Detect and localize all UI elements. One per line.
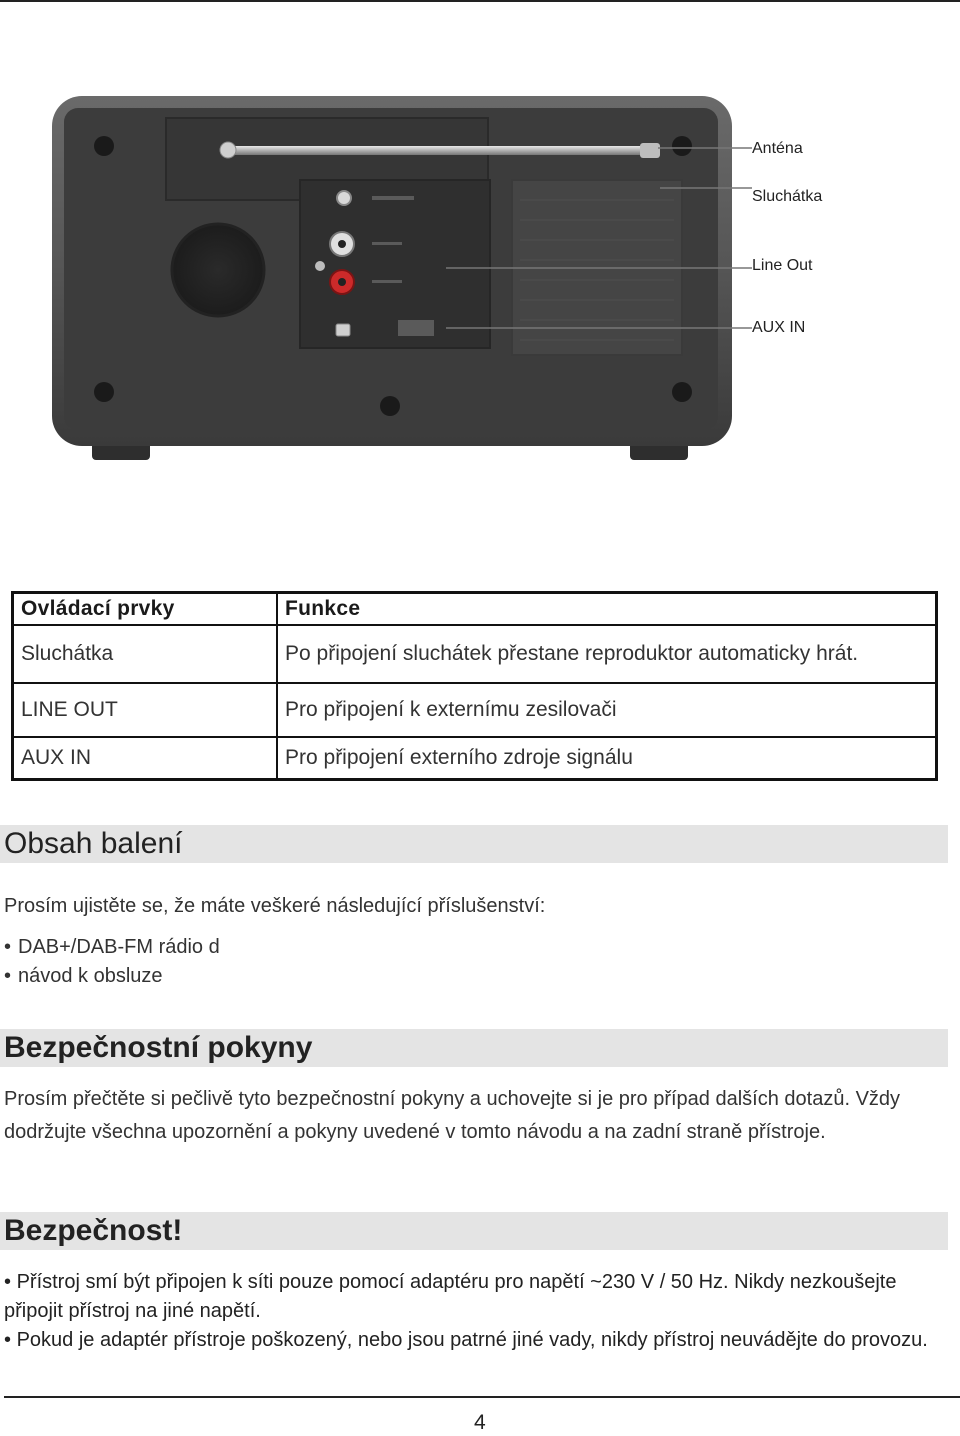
callout-antenna: Anténa xyxy=(752,140,803,157)
ground-jack xyxy=(315,261,325,271)
table-header-controls: Ovládací prvky xyxy=(13,593,278,626)
bullet-icon: • xyxy=(4,965,12,987)
bullet-icon: • xyxy=(4,1329,17,1351)
package-section-header xyxy=(0,825,948,863)
table-row xyxy=(13,683,937,737)
callout-headphones: Sluchátka xyxy=(752,188,823,205)
antenna-end xyxy=(640,143,660,158)
table-cell-function: Po připojení sluchátek přestane reproduktor automaticky hrát. xyxy=(277,625,937,683)
safety-items-list xyxy=(4,1268,948,1355)
bullet-icon: • xyxy=(4,936,12,958)
safety-section-header xyxy=(0,1212,948,1250)
connector-panel xyxy=(300,180,490,348)
table-cell-function: Pro připojení k externímu zesilovači xyxy=(277,683,937,737)
screw xyxy=(672,136,692,156)
device-rear-view-figure xyxy=(0,80,960,480)
table-row xyxy=(13,625,937,683)
safety-instructions-title: Bezpečnostní pokyny xyxy=(4,1031,313,1064)
list-item: • DAB+/DAB-FM rádio d xyxy=(4,933,220,962)
antenna-tip xyxy=(220,142,236,158)
callout-line-out: Line Out xyxy=(752,257,813,274)
radio-back-panel-illustration xyxy=(0,80,960,480)
safety-instructions-section-header xyxy=(0,1029,948,1067)
aux-in-jack xyxy=(336,324,350,336)
screw xyxy=(672,382,692,402)
table-cell-control: Sluchátka xyxy=(13,625,278,683)
controls-table xyxy=(11,591,938,781)
screw xyxy=(94,382,114,402)
safety-title: Bezpečnost! xyxy=(4,1214,183,1247)
headphone-jack xyxy=(337,191,351,205)
table-cell-control: LINE OUT xyxy=(13,683,278,737)
screw xyxy=(380,396,400,416)
callout-aux-in: AUX IN xyxy=(752,319,806,336)
list-item: • návod k obsluze xyxy=(4,962,220,991)
table-header-function: Funkce xyxy=(277,593,937,626)
list-item: • Přístroj smí být připojen k síti pouze pomocí adaptéru pro napětí ~230 V / 50 Hz. Nikdy nezkoušejte připojit přístroj na jiné napětí. xyxy=(4,1271,897,1322)
screw xyxy=(94,136,114,156)
table-cell-function: Pro připojení externího zdroje signálu xyxy=(277,737,937,780)
table-cell-control: AUX IN xyxy=(13,737,278,780)
bottom-rule xyxy=(4,1396,960,1398)
table-header-row xyxy=(13,593,937,626)
package-intro: Prosím ujistěte se, že máte veškeré následující příslušenství: xyxy=(4,895,546,917)
list-item: • Pokud je adaptér přístroje poškozený, nebo jsou patrné jiné vady, nikdy přístroj neuvádějte do provozu. xyxy=(4,1329,928,1351)
antenna-rod xyxy=(224,146,658,155)
bass-port xyxy=(172,224,264,316)
table-row xyxy=(13,737,937,780)
safety-instructions-text: Prosím přečtěte si pečlivě tyto bezpečnostní pokyny a uchovejte si je pro případ dalších dotazů. Vždy dodržujte všechna upozornění a pokyny uvedené v tomto návodu a na zadní straně přístroje. xyxy=(4,1088,901,1143)
package-items-list xyxy=(4,933,220,991)
package-title: Obsah balení xyxy=(4,827,183,860)
top-rule xyxy=(0,0,960,2)
bullet-icon: • xyxy=(4,1271,17,1293)
page-number: 4 xyxy=(474,1411,486,1434)
